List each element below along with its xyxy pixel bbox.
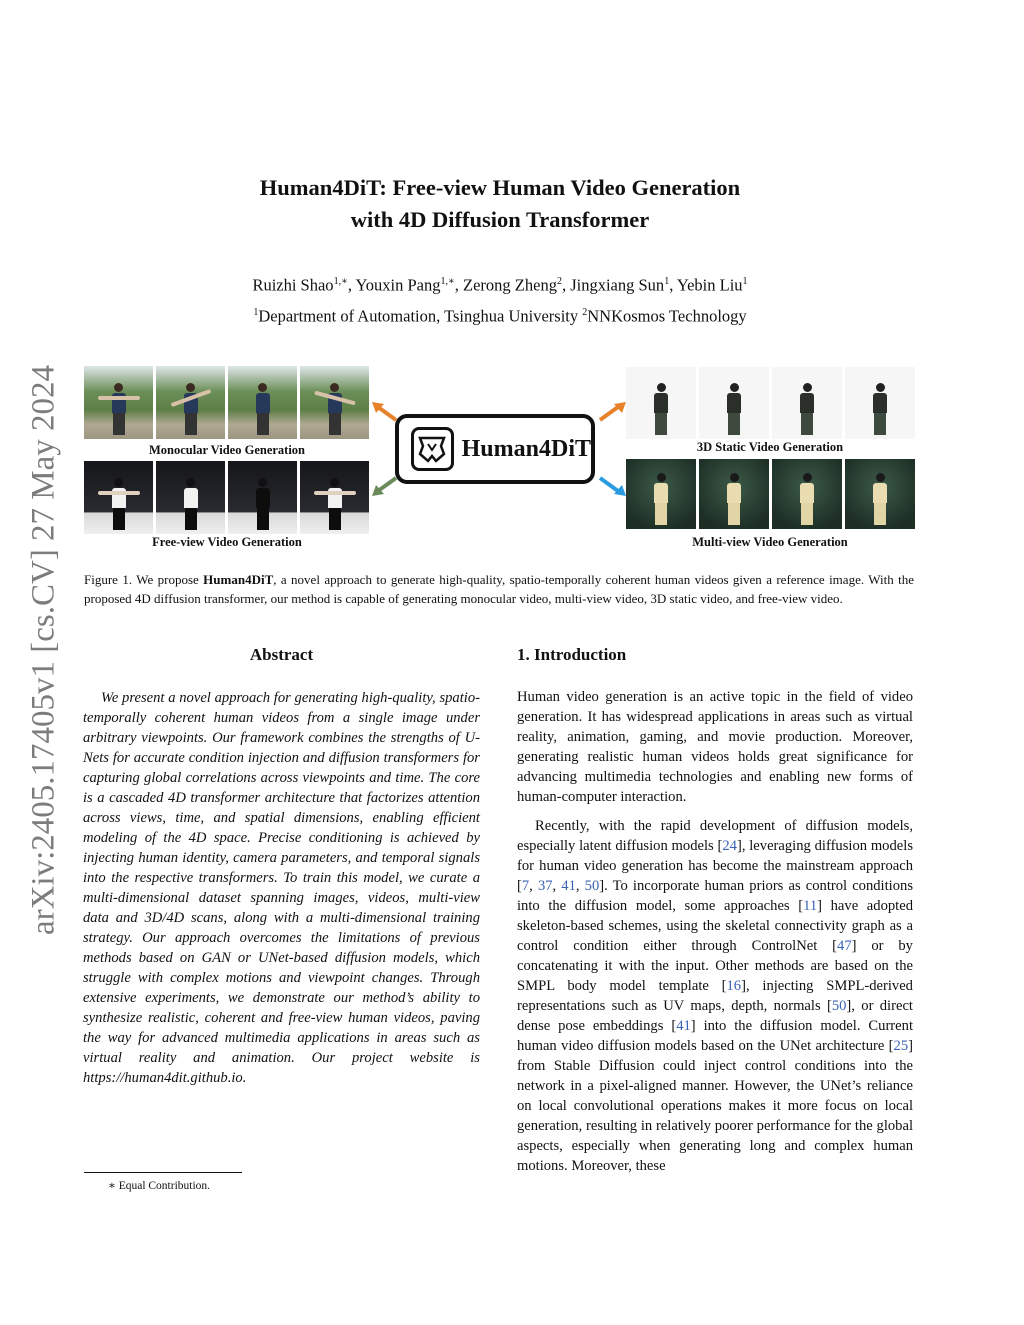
frame-image xyxy=(699,367,769,439)
arrow-to-multi-view-icon xyxy=(596,474,628,498)
frame-image xyxy=(84,366,153,439)
frame-image xyxy=(626,367,696,439)
frame-image xyxy=(228,366,297,439)
citation-link[interactable]: 41 xyxy=(676,1018,691,1034)
figure-caption xyxy=(84,571,914,608)
author-name: Ruizhi Shao xyxy=(252,275,334,295)
abstract-text: We present a novel approach for generating high-quality, spatio-temporally coherent human videos from a single image under arbitrary viewpoints. Our framework combines the strengths of U-Nets for accurate condition injection and diffusion transformers for capturing global correlations across viewpoints and time. The core is a cascaded 4D transformer architecture that factorizes attention across views, time, and spatial dimensions, enabling efficient modeling of the 4D space. Precise conditioning is achieved by injecting human identity, camera parameters, and temporal signals into the respective transformers. To train this model, we curate a multi-dimensional dataset spanning images, videos, multi-view data and 3D/4D scans, along with a multi-dimensional training strategy. Our approach overcomes the limitations of previous methods based on GAN or UNet-based diffusion models, which struggle with complex motions and viewpoint changes. Through extensive experiments, we demonstrate our method’s ability to synthesize realistic, coherent and free-view human videos, paving the way for advanced multimedia applications in areas such as virtual reality and animation. Our project website is https://human4dit.github.io. xyxy=(83,690,480,1086)
author-sup: 1 xyxy=(742,276,748,287)
citation-link[interactable]: 47 xyxy=(837,938,852,954)
frame-image xyxy=(300,366,369,439)
author-name: Zerong Zheng xyxy=(463,275,557,295)
frame-image xyxy=(772,459,842,529)
frame-image xyxy=(626,459,696,529)
author-name: Jingxiang Sun xyxy=(570,275,665,295)
introduction-body xyxy=(517,687,913,1176)
author-name: Youxin Pang xyxy=(355,275,441,295)
author-list: Ruizhi Shao$^{1,∗}$, Youxin Pang$^{1,∗}$, Zerong Zheng$^2$, Jingxiang Sun$^1$, Yebin Liu$^1$ xyxy=(252,275,748,295)
footnote-rule xyxy=(84,1172,242,1173)
frame-image xyxy=(845,367,915,439)
static-frames xyxy=(626,367,915,439)
frame-image xyxy=(156,461,225,534)
arxiv-identifier: arXiv:2405.17405v1 [cs.CV] 27 May 2024 xyxy=(25,364,62,936)
abstract-heading: Abstract xyxy=(249,645,314,664)
citation-link[interactable]: 50 xyxy=(584,878,600,894)
author-sup: 1,∗ xyxy=(333,276,348,287)
citation-link[interactable]: 7 xyxy=(521,878,530,894)
intro-paragraph-2: Recently, with the rapid development of diffusion models, especially latent diffusion models [24], leveraging diffusion models for human video generation has become the mainstream approach [7, 37, 41, 50]. To incorporate human priors as control conditions into the diffusion model, some approaches [11] have adopted skeleton-based schemes, using the skeletal connectivity graph as a control condition either through ControlNet [47] or by concatenating it with the input. Other methods are based on the SMPL body model template [16], injecting SMPL-derived representations such as UV maps, depth, normals [50], or direct dense pose embeddings [41] into the diffusion model. Current human video diffusion models based on the UNet architecture [25] from Stable Diffusion could inject control conditions into the network in a pixel-aligned manner. However, the UNet’s reliance on local convolutional operations makes it more focus on local generation, resulting in relatively poorer performance for the global aspects, especially when generating long and complex human motions. Moreover, these xyxy=(517,818,913,1174)
label-monocular: Monocular Video Generation xyxy=(148,443,305,457)
author-sup: 1,∗ xyxy=(440,276,455,287)
human4dit-box xyxy=(395,414,595,484)
monocular-frames xyxy=(84,366,369,439)
citation-link[interactable]: 50 xyxy=(831,998,847,1014)
citation-link[interactable]: 24 xyxy=(722,838,737,854)
caption-text: , a novel approach to generate high-quality, spatio-temporally coherent human videos given a reference image. With the proposed 4D diffusion transformer, our method is capable of generating monocular video, multi-view video, 3D static video, and free-view video. xyxy=(84,572,914,606)
arrow-to-3d-static-icon xyxy=(596,400,628,424)
citation-link[interactable]: 37 xyxy=(537,878,553,894)
affiliation-2: NNKosmos Technology xyxy=(587,306,747,325)
arrow-to-monocular-icon xyxy=(370,400,402,424)
title-line-1: Human4DiT: Free-view Human Video Generation xyxy=(259,175,741,200)
citation-link[interactable]: 25 xyxy=(893,1038,909,1054)
frame-image xyxy=(772,367,842,439)
title-line-2: with 4D Diffusion Transformer xyxy=(350,207,650,232)
footnote-equal-contribution: ∗ Equal Contribution. xyxy=(108,1180,211,1192)
frame-image xyxy=(845,459,915,529)
intro-paragraph-1: Human video generation is an active topic in the field of video generation. It has widespread applications in areas such as virtual reality, animation, gaming, and movie production. Moreover, generating realistic human videos holds great significance for advancing multimedia technologies and enabling new forms of human-computer interaction. xyxy=(517,689,913,805)
citation-link[interactable]: 16 xyxy=(726,978,742,994)
citation-link[interactable]: 41 xyxy=(561,878,576,894)
frame-image xyxy=(300,461,369,534)
introduction-heading: 1. Introduction xyxy=(517,645,627,664)
teaser-figure xyxy=(0,0,1024,560)
multi-view-frames xyxy=(626,459,915,529)
affiliation-1: Department of Automation, Tsinghua University xyxy=(258,306,583,325)
center-label: Human4DiT xyxy=(461,435,591,462)
frame-image xyxy=(228,461,297,534)
frame-image xyxy=(699,459,769,529)
affiliation-sup: 1 xyxy=(253,306,259,318)
author-name: Yebin Liu xyxy=(676,275,743,295)
author-sup: 1 xyxy=(664,276,670,287)
label-free-view: Free-view Video Generation xyxy=(152,535,302,549)
frame-image xyxy=(84,461,153,534)
free-view-frames xyxy=(84,461,369,534)
label-3d-static: 3D Static Video Generation xyxy=(696,440,844,454)
caption-bold: Human4DiT xyxy=(203,572,274,587)
arrow-to-free-view-icon xyxy=(370,474,402,498)
citation-link[interactable]: 11 xyxy=(803,898,818,914)
caption-prefix: Figure 1. We propose xyxy=(84,572,204,587)
author-sup: 2 xyxy=(556,276,562,287)
label-multi-view: Multi-view Video Generation xyxy=(692,535,848,549)
transformer-logo-icon xyxy=(411,427,454,471)
frame-image xyxy=(156,366,225,439)
affiliation-sup: 2 xyxy=(582,306,588,318)
